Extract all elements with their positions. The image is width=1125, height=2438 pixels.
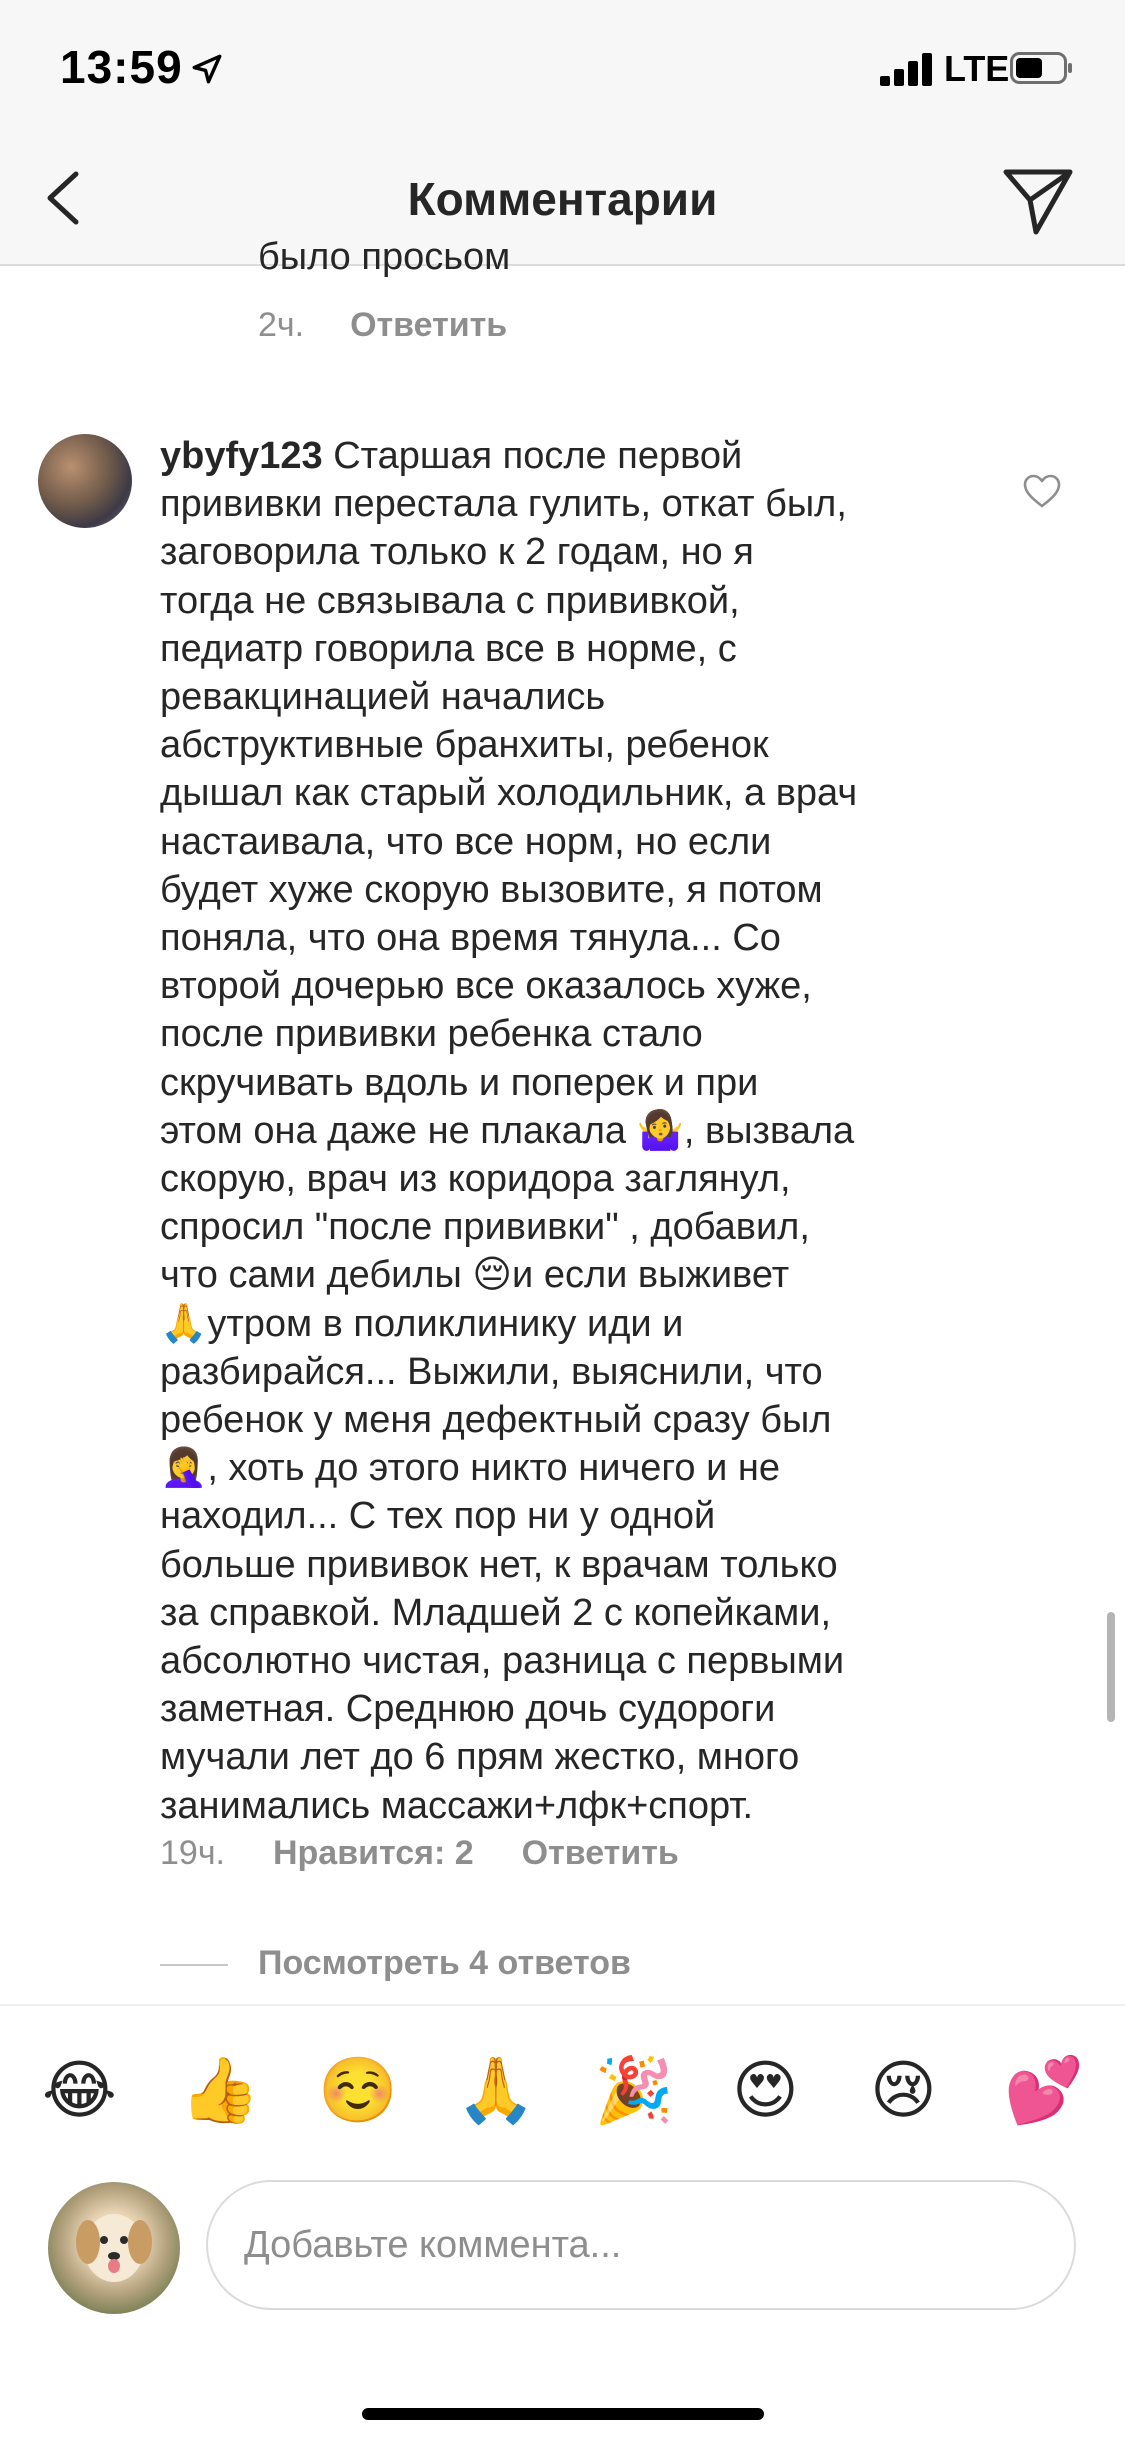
comments-list[interactable] [0,236,1125,2004]
status-bar [0,0,1125,132]
comment-line: прививки перестала гулить, откат был, [160,483,847,526]
comment-line: педиатр говорила все в норме, с [160,627,737,670]
comment-line: будет хуже скорую вызовите, я потом [160,868,823,911]
own-avatar [48,2182,180,2314]
comment-line: занимались массажи+лфк+спорт. [160,1784,754,1827]
comment-line: больше прививок нет, к врачам только [160,1543,838,1586]
reply-button[interactable]: Ответить [521,1834,679,1872]
emoji-tears-of-joy-button[interactable]: 😂 [42,2054,117,2126]
emoji-party-popper-button[interactable]: 🎉 [594,2054,674,2126]
comment-line: спросил "после прививки" , добавил, [160,1206,810,1249]
home-indicator[interactable] [362,2408,764,2420]
comment-line: абсолютно чистая, разница с первыми [160,1640,845,1683]
comment-line: настаивала, что все норм, но если [160,820,772,863]
comment-line: абструктивные бранхиты, ребенок [160,724,769,767]
replies-divider [160,1964,228,1966]
previous-comment-meta [258,306,507,345]
comment-meta [160,1834,727,1873]
comment-line: разбирайся... Выжили, выяснили, что [160,1350,823,1393]
nav-bar [0,132,1125,266]
comment-line: 🤦‍♀️, хоть до этого никто ничего и не [160,1447,781,1490]
emoji-folded-hands-button[interactable]: 🙏 [456,2054,536,2126]
comment-text [160,432,960,1830]
emoji-heart-eyes-button[interactable]: 😍 [732,2054,799,2126]
comment-line: находил... С тех пор ни у одной [160,1495,716,1538]
quick-emoji-bar [0,2050,1125,2140]
emoji-thumbs-up-button[interactable]: 👍 [180,2054,260,2126]
comment-line: поняла, что она время тянула... Со [160,917,781,960]
puppy-avatar-image [48,2182,180,2314]
scrollbar[interactable] [1107,1612,1115,1722]
comment-composer [0,2004,1125,2438]
page-title: Комментарии [407,173,718,225]
previous-comment-time: 2ч. [258,306,305,344]
commenter-avatar[interactable] [38,434,132,528]
battery-icon [1010,52,1074,84]
like-heart-icon[interactable] [1022,472,1062,512]
comment-line: за справкой. Младшей 2 с копейками, [160,1591,832,1634]
emoji-crying-button[interactable]: 😢 [870,2054,937,2126]
comment-time: 19ч. [160,1834,225,1872]
comment-input[interactable]: Добавьте коммента... [206,2180,1076,2310]
comment-line: скручивать вдоль и поперек и при [160,1061,759,1104]
emoji-two-hearts-button[interactable]: 💕 [1004,2054,1084,2126]
comment-line: скорую, врач из коридора заглянул, [160,1158,791,1201]
comment-likes[interactable]: Нравится: 2 [272,1834,474,1872]
comment-line: этом она даже не плакала 🤷‍♀️, вызвала [160,1109,855,1152]
comment-line: тогда не связывала с прививкой, [160,579,740,622]
previous-comment-text: было просьом [258,236,511,278]
comment-line: дышал как старый холодильник, а врач [160,772,858,815]
comment-line: ребенок у меня дефектный сразу был [160,1399,832,1442]
comment-username[interactable]: ybyfy123 [160,435,323,477]
comment-line: 🙏утром в поликлинику иди и [160,1302,684,1345]
comment-line: заметная. Среднюю дочь судороги [160,1688,776,1731]
signal-icon [880,52,940,86]
status-time: 13:59 [60,41,183,93]
comment-line: второй дочерью все оказалось хуже, [160,965,812,1008]
comment-line: что сами дебилы 😔и если выживет [160,1254,790,1297]
network-type: LTE [944,48,1010,89]
view-replies-button[interactable] [160,1944,631,1983]
comment-line: заговорила только к 2 годам, но я [160,531,754,574]
comment-line: после прививки ребенка стало [160,1013,703,1056]
comment-line: Старшая после первой [322,435,743,477]
comment-line: мучали лет до 6 прям жестко, много [160,1736,800,1779]
comment-line: ревакцинацией начались [160,676,606,719]
view-replies-label: Посмотреть 4 ответов [258,1944,631,1982]
location-arrow-icon [190,52,224,86]
send-direct-icon[interactable] [1000,162,1076,238]
previous-reply-button[interactable]: Ответить [350,306,508,344]
emoji-smiling-button[interactable]: ☺️ [318,2054,398,2126]
